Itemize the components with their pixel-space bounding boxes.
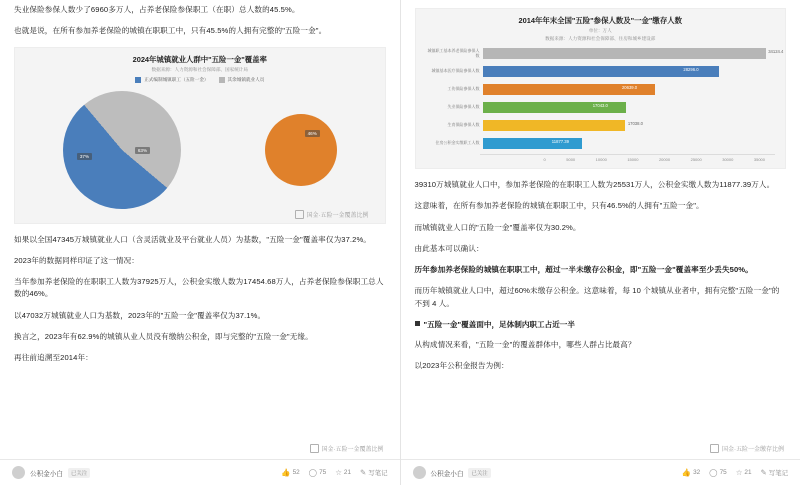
- chart-subtitle: 数据来源：人力资源和社会保障部、国家统计局: [151, 66, 248, 72]
- like-button[interactable]: [682, 469, 700, 477]
- pie-slice-label: 46%: [305, 130, 320, 137]
- paragraph: 以47032万城镇就业人口为基数，2023年的"五险一金"覆盖率仅为37.1%。: [14, 310, 266, 320]
- chart-watermark: [295, 210, 369, 219]
- thumb-up-icon: 👍: [281, 467, 291, 477]
- page-watermark: [310, 444, 384, 453]
- right-page-footer: [401, 459, 800, 485]
- avatar: [12, 466, 25, 479]
- bar-plot-area: [416, 44, 786, 151]
- bar-category-label: 生育保险参保人数: [447, 122, 480, 128]
- bar-category-label: 城镇基本医疗保险参保人数: [431, 68, 480, 74]
- bar-row: [426, 82, 776, 97]
- like-button[interactable]: [281, 469, 299, 477]
- follow-badge[interactable]: 已关注: [68, 468, 90, 478]
- author-name: 公积金小白: [430, 470, 464, 478]
- paragraph: 而历年城镇就业人口中，超过60%未缴存公积金。这意味着，每 10 个城镇从业者中，拥有完整"五险一金"的不到 4 人。: [414, 286, 780, 308]
- action-bar: [682, 468, 788, 477]
- bar-category-label: 城镇职工基本养老保险参保人数: [427, 48, 480, 58]
- x-tick: 35000: [753, 157, 765, 162]
- comment-button[interactable]: [709, 469, 727, 477]
- star-icon: ☆: [735, 467, 743, 477]
- bar-track: [483, 138, 776, 149]
- bar-value-label: 17043.0: [592, 103, 608, 108]
- bar-row: [426, 46, 784, 61]
- paragraph: 换言之，2023年有62.9%的城镇从业人员没有缴纳公积金，即与完整的"五险一金"无缘。: [14, 332, 313, 342]
- bar-value-label: 28296.0: [683, 67, 699, 72]
- action-bar: [281, 468, 387, 477]
- bullet-square-icon: [415, 321, 420, 326]
- chart-title: 2014年年末全国"五险"参保人数及"一金"缴存人数: [518, 16, 682, 25]
- bar-track: [483, 66, 776, 77]
- like-count: 32: [693, 469, 701, 476]
- x-axis: [480, 154, 776, 162]
- note-label: 写笔记: [768, 470, 788, 477]
- follow-badge[interactable]: 已关注: [468, 468, 490, 478]
- pie-slice-label: 37%: [77, 153, 92, 160]
- comment-icon: ◯: [308, 467, 318, 477]
- bar: [483, 120, 625, 131]
- note-button[interactable]: [360, 468, 387, 477]
- paragraph: 以2023年公积金报告为例：: [414, 361, 509, 371]
- paragraph: 失业保险参保人数少了6960多万人，占养老保险参保职工（在职）总人数的45.5%。: [14, 5, 300, 14]
- bar-row: [426, 100, 776, 115]
- pencil-icon: ✎: [360, 467, 367, 477]
- book-icon: [710, 444, 719, 453]
- pie-chart-main: [63, 91, 181, 209]
- note-label: 写笔记: [368, 470, 388, 477]
- paragraph: 从构成情况来看，"五险一金"的覆盖群体中，哪些人群占比最高？: [414, 340, 636, 350]
- bar-value-label: 11877.39: [551, 139, 569, 144]
- x-tick: 0: [543, 157, 546, 162]
- right-page: [400, 0, 800, 485]
- paragraph: 当年参加养老保险的在职职工人数为37925万人，公积金实缴人数为17454.68万人，占养老保险参保职工总人数的46%。: [14, 277, 384, 299]
- paragraph: 由此基本可以确认：: [414, 243, 484, 253]
- bar-track: [483, 102, 776, 113]
- legend-item: [219, 77, 265, 83]
- avatar: [413, 466, 426, 479]
- watermark-label: 国金·五险一金缴存比例: [722, 447, 784, 453]
- bar-chart-figure: [415, 8, 787, 169]
- comment-count: 75: [319, 469, 327, 476]
- author-block[interactable]: [413, 466, 491, 479]
- star-icon: ☆: [335, 467, 342, 477]
- comment-count: 75: [719, 469, 727, 476]
- paragraph: 再往前追溯至2014年：: [14, 353, 93, 363]
- bar: [483, 48, 767, 59]
- favorite-button[interactable]: [736, 469, 752, 477]
- bar-category-label: 住房公积金实缴职工人数: [435, 140, 480, 146]
- highlight-paragraph: 历年参加养老保险的城镇在职职工中，超过一半未缴存公积金，即"五险一金"覆盖率至少丢失50%。: [414, 265, 753, 275]
- bar-row: [426, 118, 776, 133]
- author-block[interactable]: [12, 466, 90, 479]
- pencil-icon: ✎: [760, 467, 767, 477]
- x-tick: 5000: [566, 157, 576, 162]
- watermark-label: 国金·五险一金覆盖比例: [306, 212, 369, 219]
- paragraph: 也就是说，在所有参加养老保险的城镇在职职工中，只有45.5%的人拥有完整的"五险一金"。: [14, 26, 327, 36]
- bar-value-label: 17038.0: [627, 121, 643, 126]
- bar-category-label: 工伤保险参保人数: [447, 86, 480, 92]
- pie-slice-label: 63%: [135, 147, 150, 154]
- section-heading: [415, 319, 787, 330]
- paragraph: 这意味着，在所有参加养老保险的城镇在职职工中，只有46.5%的人拥有"五险一金"。: [414, 201, 704, 211]
- comment-icon: ◯: [709, 467, 718, 477]
- bar-value-label: 20639.0: [621, 85, 638, 90]
- bar-track: [483, 84, 776, 95]
- x-tick: 15000: [627, 157, 639, 162]
- chart-legend: [15, 75, 385, 87]
- paragraph: 2023年的数据同样印证了这一情况：: [14, 255, 140, 265]
- bar-row: [426, 64, 776, 79]
- bar-row: [426, 136, 776, 151]
- pie-chart-secondary: [265, 114, 337, 186]
- book-icon: [295, 210, 304, 219]
- favorite-count: 21: [343, 469, 352, 476]
- legend-swatch-blue: [135, 77, 141, 83]
- x-tick: 25000: [690, 157, 702, 162]
- note-button[interactable]: [761, 468, 788, 477]
- legend-label: 正式编制城镇职工（五险一金）: [144, 76, 209, 82]
- author-name: 公积金小白: [30, 470, 63, 478]
- pie-group: [15, 87, 385, 223]
- like-count: 52: [292, 469, 300, 476]
- chart-source: 数据来源：人力资源和社会保障部、住房和城乡建设部: [545, 36, 656, 41]
- comment-button[interactable]: [309, 469, 327, 477]
- legend-swatch-grey: [219, 77, 225, 83]
- favorite-count: 21: [744, 469, 752, 476]
- chart-subtitle: 单位：万人: [588, 28, 612, 33]
- bar-track: [483, 120, 776, 131]
- left-page-footer: [0, 459, 400, 485]
- thumb-up-icon: 👍: [681, 467, 692, 477]
- x-tick: 20000: [658, 157, 671, 162]
- bar-category-label: 失业保险参保人数: [447, 104, 480, 110]
- paragraph: 如果以全国47345万城镇就业人口（含灵活就业及平台就业人员）为基数，"五险一金"覆盖率仅为37.2%。: [14, 234, 371, 244]
- legend-item: [135, 77, 208, 83]
- paragraph: 39310万城镇就业人口中，参加养老保险的在职职工人数为25531万人，公积金实缴人数为11877.39万人。: [414, 180, 775, 189]
- bar-value-label: 34124.4: [768, 49, 784, 54]
- chart-title: 2024年城镇就业人群中"五险一金"覆盖率: [132, 54, 267, 64]
- page-watermark: [710, 444, 784, 453]
- x-tick: 10000: [595, 157, 607, 162]
- x-tick: 30000: [722, 157, 734, 162]
- bar-track: [483, 48, 784, 59]
- watermark-label: 国金·五险一金覆盖比例: [321, 447, 384, 453]
- right-page-content: [401, 0, 800, 373]
- left-page-content: [0, 0, 400, 365]
- pie-chart-figure: [14, 47, 386, 224]
- paragraph: 而城镇就业人口的"五险一金"覆盖率仅为30.2%。: [414, 222, 581, 232]
- favorite-button[interactable]: [335, 469, 351, 477]
- legend-label: 其余城镇就业人员: [227, 76, 265, 82]
- book-icon: [310, 444, 319, 453]
- section-heading-label: "五险一金"覆盖面中，足体制内职工占近一半: [423, 320, 575, 330]
